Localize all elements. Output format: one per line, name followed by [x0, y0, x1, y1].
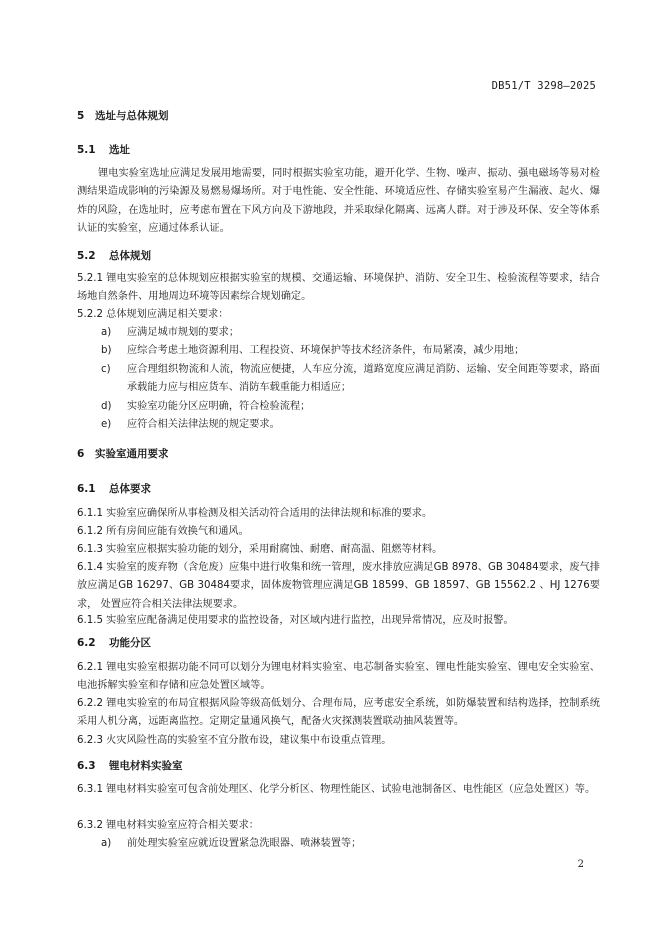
- section-6-1-heading: [77, 480, 600, 498]
- list-item: c) 应合理组织物流和人流，物流应便捷，人车应分流，道路宽度应满足消防、运输、安全间距等要求，路面承载能力应与相应货车、消防车载重能力相适应；: [101, 363, 600, 394]
- section-5-2-heading: [77, 247, 600, 265]
- clause-6-1-1: 6.1.1 实验室应确保所从事检测及相关活动符合适用的法律法规和标准的要求。: [77, 508, 433, 519]
- list-item: a) 应满足城市规划的要求；: [101, 327, 240, 338]
- clause-6-3-1: 6.3.1 锂电材料实验室可包含前处理区、化学分析区、物理性能区、试验电池制备区、电性能区（应急处置区）等。: [77, 784, 596, 795]
- clause-6-3-2: 6.3.2 锂电材料实验室应符合相关要求：: [77, 820, 259, 831]
- clause-6-2-2: 6.2.2 锂电实验室的布局宜根据风险等级高低划分、合理布局，应考虑安全系统，如防爆装置和结构选择，控制系统采用人机分离，远距离监控。定期定量通风换气，配备火灾探测装置联动抽风装置等。: [77, 698, 600, 728]
- section-title: 总体要求: [109, 483, 151, 495]
- section-6-3-heading: [77, 757, 600, 775]
- section-title: 实验室通用要求: [95, 448, 169, 460]
- section-title: 功能分区: [109, 637, 151, 649]
- clause-5-2-1: 5.2.1 锂电实验室的总体规划应根据实验室的规模、交通运输、环境保护、消防、安全卫生、检验流程等要求，结合场地自然条件、用地周边环境等因素综合规划确定。: [77, 273, 600, 303]
- section-number: 6.2: [77, 637, 96, 649]
- list-item: d) 实验室功能分区应明确，符合检验流程；: [101, 400, 311, 412]
- list-item: e) 应符合相关法律法规的规定要求。: [101, 419, 280, 431]
- list-item: a) 前处理实验室应就近设置紧急洗眼器、喷淋装置等；: [101, 838, 362, 849]
- section-number: 5.1: [77, 144, 96, 156]
- clause-6-2-1: 6.2.1 锂电实验室根据功能不同可以划分为锂电材料实验室、电芯制备实验室、锂电性能实验室、锂电安全实验室、电池拆解实验室和存储和应急处置区域等。: [77, 662, 600, 692]
- clause-6-1-2: 6.1.2 所有房间应能有效换气和通风。: [77, 526, 249, 537]
- section-5-1-heading: [77, 141, 600, 159]
- clause-6-1-3: 6.1.3 实验室应根据实验功能的划分，采用耐腐蚀、耐磨、耐高温、阻燃等材料。: [77, 544, 443, 555]
- section-title: 总体规划: [109, 250, 151, 262]
- list-6-3-2: [77, 835, 600, 853]
- section-6-2-heading: [77, 634, 600, 652]
- clause-5-2-2: 5.2.2 总体规划应满足相关要求：: [77, 309, 229, 320]
- section-6-heading: [77, 445, 600, 463]
- clause-6-1-5: 6.1.5 实验室应配备满足使用要求的监控设备，对区域内进行监控，出现异常情况，应及时报警。: [77, 615, 514, 626]
- standard-code: DB51/T 3298—2025: [491, 80, 596, 92]
- section-number: 6.3: [77, 760, 96, 772]
- clause-6-1-4: 6.1.4 实验室的废弃物（含危废）应集中进行收集和统一管理，废水排放应满足GB 8978、GB 30484要求，废气排放应满足GB 16297、GB 30484要求，固体废物管理应满足GB 18599、GB 18597、GB 15562.2 、HJ 1276要求， 处置应符合相关法律法规要求。: [77, 562, 600, 610]
- section-number: 6: [77, 448, 85, 460]
- section-number: 6.1: [77, 483, 96, 495]
- section-title: 选址与总体规划: [95, 110, 169, 122]
- section-number: 5: [77, 110, 85, 122]
- section-number: 5.2: [77, 250, 96, 262]
- list-5-2-2: [77, 324, 600, 434]
- list-item: b) 应综合考虑土地资源利用、工程投资、环境保护等技术经济条件，布局紧凑，减少用地；: [101, 345, 525, 357]
- section-5-1-paragraph: 锂电实验室选址应满足发展用地需要，同时根据实验室功能，避开化学、生物、噪声、振动、强电磁场等易对检测结果造成影响的污染源及易燃易爆场所。对于电性能、安全性能、环境适应性、存储实验室易产生漏液、起火、爆炸的风险，在选址时，应考虑布置在下风方向及下游地段，并采取绿化隔离、远离人群。对于涉及环保、安全等体系认证的实验室，应通过体系认证。: [77, 168, 600, 235]
- clause-6-2-3: 6.2.3 火灾风险性高的实验室不宜分散布设，建议集中布设重点管理。: [77, 735, 392, 746]
- section-5-heading: [77, 107, 600, 125]
- page-number: 2: [577, 859, 584, 870]
- section-title: 选址: [109, 144, 130, 156]
- section-title: 锂电材料实验室: [109, 760, 183, 772]
